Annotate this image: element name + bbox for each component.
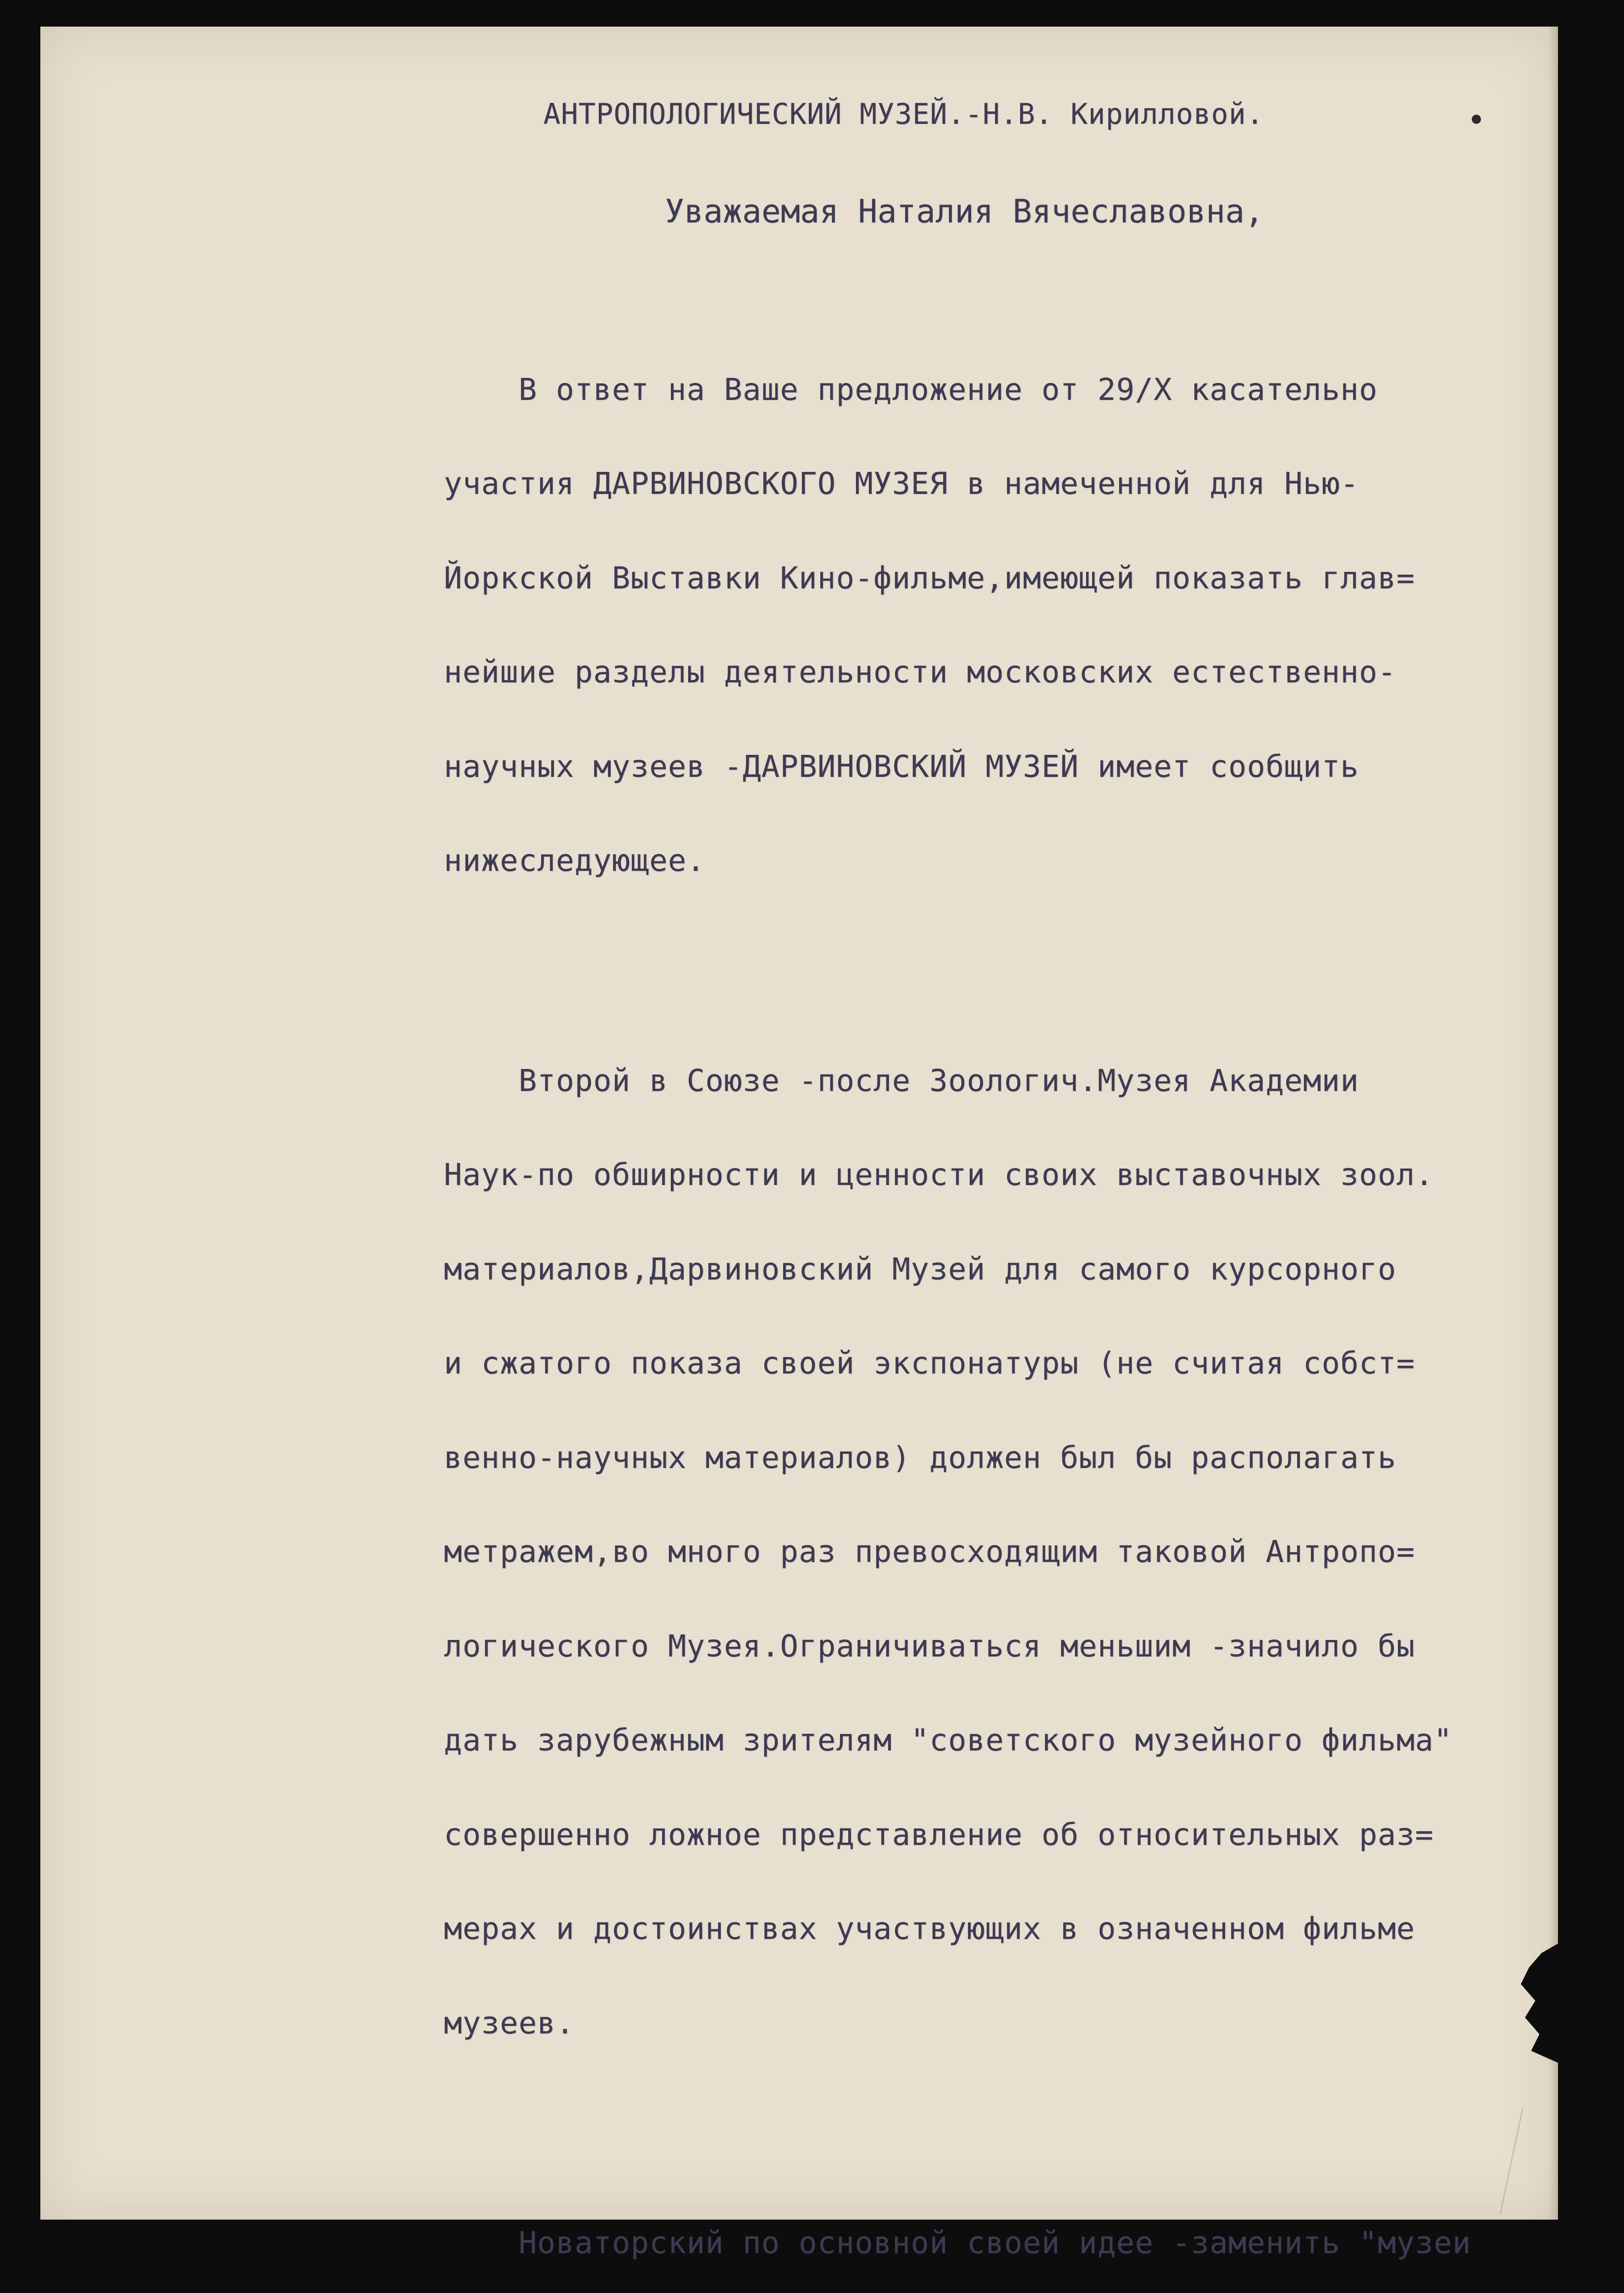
paragraph-gap [444,940,1553,971]
letter-salutation: Уважаемая Наталия Вячеславовна, [665,193,1264,230]
body-line: дать зарубежным зрителям "советского музейного фильма" [444,1723,1453,1758]
body-line: нейшие разделы деятельности московских естественно- [444,654,1397,690]
body-line: Новаторский по основной своей идее -заменить "музеи [444,2225,1471,2260]
letter-body [444,280,1553,2293]
body-line: венно-научных материалов) должен был бы располагать [444,1440,1397,1475]
body-line: музеев. [444,2005,575,2041]
body-line: В ответ на Ваше предложение от 29/X касательно [444,371,1378,407]
body-line: Йоркской Выставки Кино-фильме,имеющей показать глав= [444,560,1415,596]
body-line: материалов,Дарвиновский Музей для самого курсорного [444,1251,1397,1287]
letter-heading: АНТРОПОЛОГИЧЕСКИЙ МУЗЕЙ.-Н.В. Кирилловой. [543,97,1264,131]
body-line: Наук-по обширности и ценности своих выставочных зоол. [444,1157,1434,1192]
body-line: и сжатого показа своей экспонатуры (не считая собст= [444,1346,1415,1381]
body-line: научных музеев -ДАРВИНОВСКИЙ МУЗЕЙ имеет сообщить [444,748,1359,784]
body-line: совершенно ложное представление об относительных раз= [444,1817,1434,1852]
body-line: участия ДАРВИНОВСКОГО МУЗЕЯ в намеченной для Нью- [444,466,1359,501]
body-line: метражем,во много раз превосходящим таковой Антропо= [444,1534,1415,1569]
body-line: Второй в Союзе -после Зоологич.Музея Академии [444,1063,1359,1098]
paragraph-gap [444,2102,1553,2133]
ink-dot-mark [1472,115,1481,124]
body-line: логического Музея.Ограничиваться меньшим -значило бы [444,1628,1415,1664]
body-line: нижеследующее. [444,843,706,878]
body-line: мерах и достоинствах участвующих в означенном фильме [444,1911,1415,1946]
